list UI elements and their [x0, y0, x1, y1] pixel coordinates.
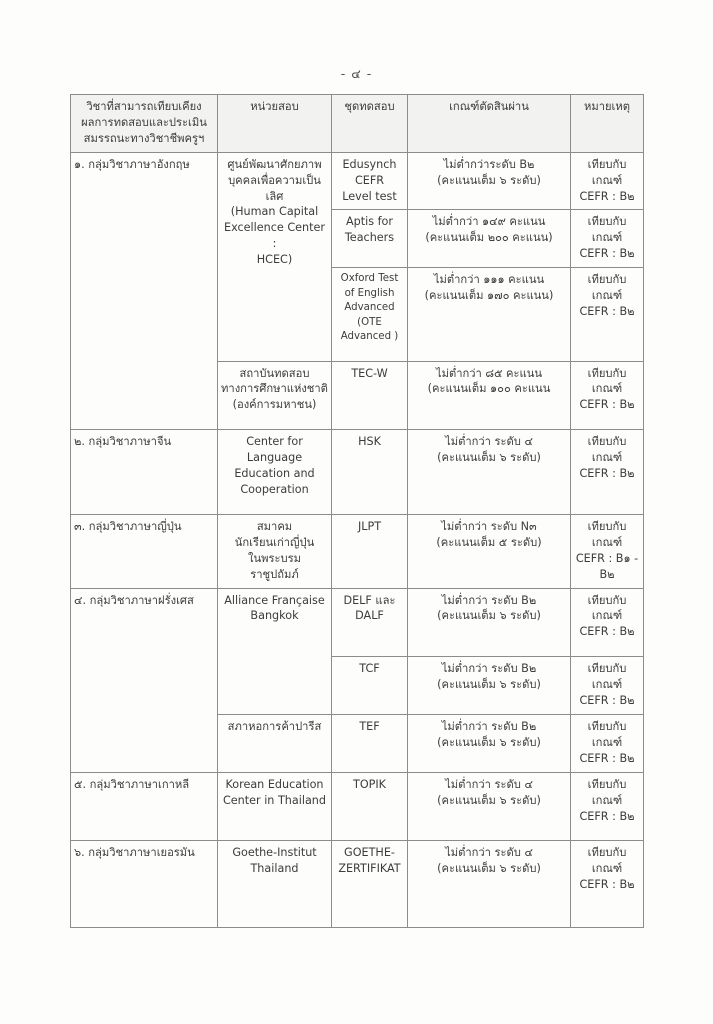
testing-agency-line-2: Education and	[234, 467, 315, 481]
testing-agency-line-1: Alliance Française	[224, 593, 325, 607]
cell-test-set	[332, 361, 408, 430]
cell-test-set	[332, 588, 408, 657]
testing-agency-line-5: HCEC)	[256, 253, 293, 267]
test-set-line-1: DELF และ	[343, 593, 396, 607]
remark-line-2: CEFR : B๒	[579, 625, 635, 639]
remark-line-1: เทียบกับเกณฑ์	[587, 777, 627, 807]
equivalency-table-container	[70, 94, 643, 928]
column-header-remarks: หมายเหตุ	[571, 95, 644, 153]
column-header-agency: หน่วยสอบ	[218, 95, 332, 153]
cell-passing-criteria	[408, 657, 571, 715]
testing-agency-line-1: Goethe-Institut	[232, 846, 317, 860]
remark-line-2: CEFR : B๒	[579, 398, 635, 412]
cell-passing-criteria	[408, 361, 571, 430]
table-row	[71, 588, 644, 657]
cell-remark	[571, 841, 644, 928]
cell-testing-agency	[218, 841, 332, 928]
passing-criteria-line-2: (คะแนนเต็ม ๖ ระดับ)	[437, 735, 541, 749]
remark-line-1: เทียบกับเกณฑ์	[587, 273, 627, 303]
testing-agency-line-3: ในพระบรม	[248, 551, 301, 565]
testing-agency-line-1: ศูนย์พัฒนาศักยภาพ	[227, 157, 322, 171]
testing-agency-line-2: ทางการศึกษาแห่งชาติ	[221, 382, 328, 396]
testing-agency-line-3: (องค์การมหาชน)	[232, 398, 317, 412]
cell-test-set	[332, 714, 408, 772]
passing-criteria-line-1: ไม่ต่ำกว่า ระดับ B๒	[441, 662, 537, 676]
cell-test-set	[332, 152, 408, 210]
testing-agency-line-2: บุคคลเพื่อความเป็นเลิศ	[228, 173, 321, 203]
cell-test-set	[332, 514, 408, 588]
table-body	[71, 152, 644, 927]
passing-criteria-line-2: (คะแนนเต็ม ๖ ระดับ)	[437, 793, 541, 807]
cell-testing-agency	[218, 588, 332, 714]
passing-criteria-line-1: ไม่ต่ำกว่า ๑๑๑ คะแนน	[433, 273, 545, 287]
test-set-line-1: TEC-W	[351, 366, 388, 380]
remark-line-2: CEFR : B๒	[579, 809, 635, 823]
passing-criteria-line-1: ไม่ต่ำกว่า ระดับ B๒	[441, 593, 537, 607]
passing-criteria-line-2: (คะแนนเต็ม ๖ ระดับ)	[437, 678, 541, 692]
cell-remark	[571, 514, 644, 588]
test-set-line-3: Level test	[342, 189, 397, 203]
test-set-line-1: Aptis for	[345, 215, 394, 229]
column-header-subject-line-2: ผลการทดสอบและประเมิน	[81, 115, 207, 129]
passing-criteria-line-1: ไม่ต่ำกว่า ๑๔๙ คะแนน	[432, 215, 546, 229]
passing-criteria-line-2: (คะแนนเต็ม ๑๐๐ คะแนน	[427, 382, 551, 396]
cell-passing-criteria	[408, 152, 571, 210]
remark-line-2: CEFR : B๑ - B๒	[575, 551, 639, 581]
test-set-line-1: GOETHE-	[344, 846, 395, 860]
test-set-line-1: HSK	[358, 435, 381, 449]
page-number: - ๔ -	[340, 66, 373, 81]
remark-line-1: เทียบกับเกณฑ์	[587, 846, 627, 876]
passing-criteria-line-1: ไม่ต่ำกว่าระดับ B๒	[443, 157, 535, 171]
cell-remark	[571, 657, 644, 715]
testing-agency-line-1: สถาบันทดสอบ	[239, 366, 310, 380]
cell-test-set	[332, 772, 408, 841]
cell-test-set	[332, 841, 408, 928]
column-header-subject-line-1: วิชาที่สามารถเทียบเคียง	[86, 100, 202, 113]
cell-remark	[571, 152, 644, 210]
remark-line-2: CEFR : B๒	[579, 467, 635, 481]
remark-line-2: CEFR : B๒	[579, 751, 635, 765]
testing-agency-line-4: Excellence Center :	[224, 221, 325, 251]
testing-agency-line-3: Cooperation	[240, 483, 309, 497]
table-header-row	[71, 95, 644, 153]
column-header-subject	[71, 95, 218, 153]
testing-agency-line-2: Center in Thailand	[222, 793, 326, 807]
table-header	[71, 95, 644, 153]
remark-line-2: CEFR : B๒	[579, 189, 635, 203]
cell-subject-group	[71, 841, 218, 928]
testing-agency-line-4: ราชูปถัมภ์	[250, 567, 299, 581]
cell-test-set	[332, 430, 408, 515]
subject-group-label: ๕. กลุ่มวิชาภาษาเกาหลี	[74, 777, 190, 791]
test-set-line-4: (OTE Advanced )	[340, 316, 399, 343]
passing-criteria-line-2: (คะแนนเต็ม ๒๐๐ คะแนน)	[425, 231, 553, 245]
subject-group-label: ๑. กลุ่มวิชาภาษาอังกฤษ	[74, 157, 190, 171]
test-set-line-1: TOPIK	[352, 777, 387, 791]
test-set-line-1: Edusynch	[342, 157, 397, 171]
subject-group-label: ๒. กลุ่มวิชาภาษาจีน	[74, 435, 172, 449]
table-row	[71, 152, 644, 210]
remark-line-1: เทียบกับเกณฑ์	[587, 215, 627, 245]
cell-passing-criteria	[408, 772, 571, 841]
cell-passing-criteria	[408, 841, 571, 928]
cell-passing-criteria	[408, 210, 571, 268]
testing-agency-line-3: (Human Capital	[230, 205, 319, 219]
passing-criteria-line-2: (คะแนนเต็ม ๖ ระดับ)	[437, 451, 541, 465]
remark-line-1: เทียบกับเกณฑ์	[587, 366, 627, 396]
subject-group-label: ๖. กลุ่มวิชาภาษาเยอรมัน	[74, 846, 195, 860]
cell-testing-agency	[218, 714, 332, 772]
remark-line-2: CEFR : B๒	[579, 878, 635, 892]
passing-criteria-line-2: (คะแนนเต็ม ๖ ระดับ)	[437, 173, 541, 187]
test-set-line-2: of English	[344, 287, 395, 299]
test-set-line-2: CEFR	[354, 173, 385, 187]
cell-remark	[571, 268, 644, 361]
test-set-line-2: Teachers	[344, 231, 395, 245]
column-header-test-set: ชุดทดสอบ	[332, 95, 408, 153]
table-row	[71, 430, 644, 515]
cell-subject-group	[71, 430, 218, 515]
cell-subject-group	[71, 514, 218, 588]
table-row	[71, 772, 644, 841]
passing-criteria-line-2: (คะแนนเต็ม ๕ ระดับ)	[436, 535, 542, 549]
passing-criteria-line-1: ไม่ต่ำกว่า ระดับ B๒	[441, 719, 537, 733]
cell-remark	[571, 430, 644, 515]
remark-line-1: เทียบกับเกณฑ์	[587, 435, 627, 465]
table-row	[71, 841, 644, 928]
subject-group-label: ๔. กลุ่มวิชาภาษาฝรั่งเศส	[74, 593, 194, 607]
passing-criteria-line-2: (คะแนนเต็ม ๑๗๐ คะแนน)	[424, 289, 554, 303]
test-set-line-1: TEF	[359, 719, 380, 733]
passing-criteria-line-2: (คะแนนเต็ม ๖ ระดับ)	[437, 609, 541, 623]
remark-line-1: เทียบกับเกณฑ์	[587, 519, 627, 549]
remark-line-1: เทียบกับเกณฑ์	[587, 593, 627, 623]
cell-test-set	[332, 657, 408, 715]
cell-passing-criteria	[408, 268, 571, 361]
test-set-line-1: TCF	[359, 662, 380, 676]
cell-testing-agency	[218, 430, 332, 515]
cell-remark	[571, 361, 644, 430]
cell-remark	[571, 210, 644, 268]
passing-criteria-line-1: ไม่ต่ำกว่า ระดับ ๔	[445, 777, 533, 791]
testing-agency-line-1: สภาหอการค้าปารีส	[227, 719, 322, 733]
testing-agency-line-1: Korean Education	[225, 777, 324, 791]
testing-agency-line-2: Thailand	[250, 862, 299, 876]
column-header-passing-criteria: เกณฑ์ตัดสินผ่าน	[408, 95, 571, 153]
cell-testing-agency	[218, 152, 332, 361]
column-header-subject-line-3: สมรรถนะทางวิชาชีพครูฯ	[83, 131, 205, 145]
testing-agency-line-2: Bangkok	[250, 609, 299, 623]
remark-line-2: CEFR : B๒	[579, 247, 635, 261]
cell-testing-agency	[218, 514, 332, 588]
cell-testing-agency	[218, 772, 332, 841]
passing-criteria-line-2: (คะแนนเต็ม ๖ ระดับ)	[437, 862, 541, 876]
passing-criteria-line-1: ไม่ต่ำกว่า ระดับ ๔	[445, 846, 533, 860]
cell-subject-group	[71, 772, 218, 841]
cell-passing-criteria	[408, 514, 571, 588]
cell-passing-criteria	[408, 430, 571, 515]
test-set-line-1: Oxford Test	[340, 273, 399, 285]
testing-agency-line-2: นักเรียนเก่าญี่ปุ่น	[234, 535, 315, 549]
cell-remark	[571, 772, 644, 841]
cell-remark	[571, 714, 644, 772]
cell-subject-group	[71, 152, 218, 430]
test-set-line-1: JLPT	[357, 519, 382, 533]
remark-line-2: CEFR : B๒	[579, 694, 635, 708]
test-set-line-2: ZERTIFIKAT	[338, 862, 401, 876]
cell-test-set	[332, 268, 408, 361]
table-row	[71, 514, 644, 588]
cell-passing-criteria	[408, 714, 571, 772]
passing-criteria-line-1: ไม่ต่ำกว่า ๘๕ คะแนน	[435, 366, 543, 380]
subject-group-label: ๓. กลุ่มวิชาภาษาญี่ปุ่น	[74, 519, 182, 533]
remark-line-1: เทียบกับเกณฑ์	[587, 662, 627, 692]
remark-line-1: เทียบกับเกณฑ์	[587, 719, 627, 749]
testing-agency-line-1: สมาคม	[256, 519, 293, 533]
cell-test-set	[332, 210, 408, 268]
cell-remark	[571, 588, 644, 657]
test-set-line-3: Advanced	[344, 302, 395, 314]
test-set-line-2: DALF	[355, 609, 384, 623]
cell-testing-agency	[218, 361, 332, 430]
testing-agency-line-1: Center for Language	[246, 435, 303, 465]
remark-line-2: CEFR : B๒	[579, 304, 635, 318]
passing-criteria-line-1: ไม่ต่ำกว่า ระดับ ๔	[445, 435, 533, 449]
cell-passing-criteria	[408, 588, 571, 657]
passing-criteria-line-1: ไม่ต่ำกว่า ระดับ N๓	[441, 519, 537, 533]
equivalency-table	[70, 94, 644, 928]
remark-line-1: เทียบกับเกณฑ์	[587, 157, 627, 187]
cell-subject-group	[71, 588, 218, 772]
